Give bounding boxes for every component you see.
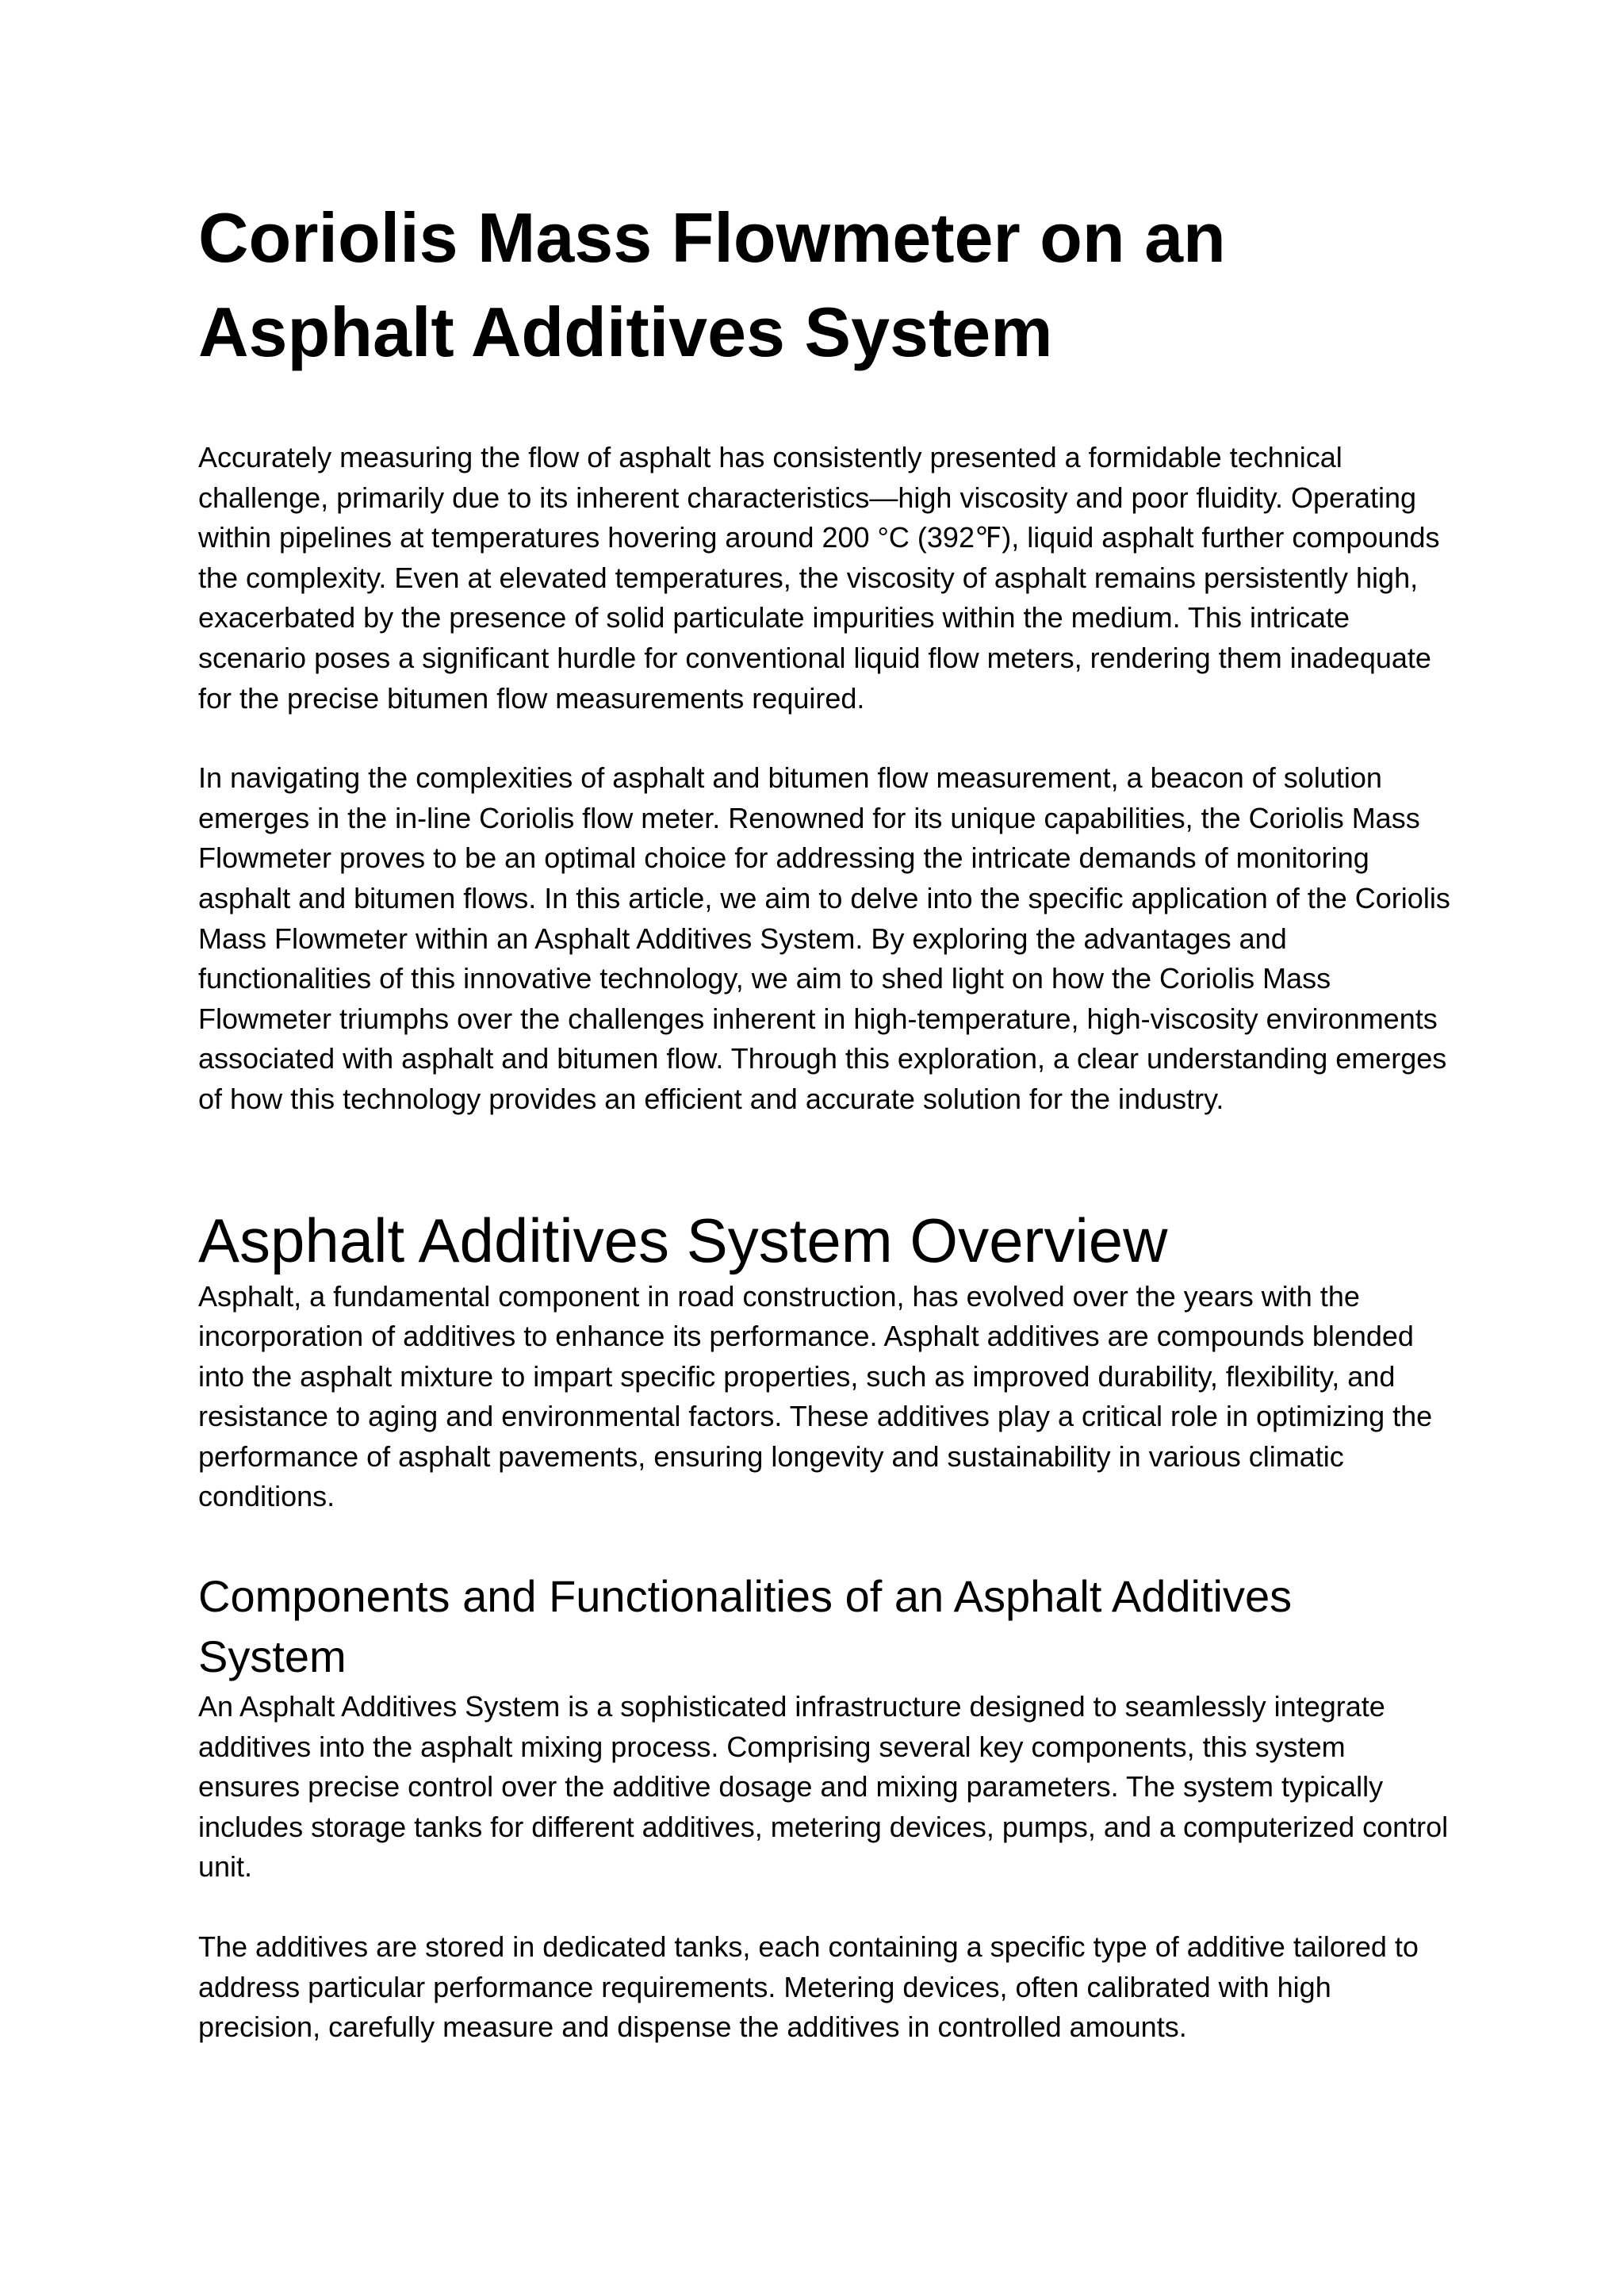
components-paragraph-2: The additives are stored in dedicated tanks, each containing a specific type of additive tailored to address particular performance requirements. Metering devices, often calibrated with high precision, carefully measure and dispense the additives in controlled amounts. bbox=[198, 1930, 1419, 2044]
spacer bbox=[198, 379, 1451, 438]
overview-paragraph: Asphalt, a fundamental component in road construction, has evolved over the years with the incorporation of additives to enhance its performance. Asphalt additives are compounds blended into the asphalt mixture to impart specific properties, such as improved durability, flexibility, and resistance to aging and environmental factors. These additives play a critical role in optimizing the performance of asphalt pavements, ensuring longevity and sustainability in various climatic conditions. bbox=[198, 1279, 1433, 1513]
spacer bbox=[198, 1888, 1451, 1927]
section-heading-overview: Asphalt Additives System Overview bbox=[198, 1205, 1168, 1275]
section-heading-components: Components and Functionalities of an Asphalt Additives System bbox=[198, 1571, 1293, 1682]
intro-paragraph-2: In navigating the complexities of asphalt and bitumen flow measurement, a beacon of solution emerges in the in-line Coriolis flow meter. Renowned for its unique capabilities, the Coriolis Mass Flowmeter proves to be an optimal choice for addressing the intricate demands of monitoring asphalt and bitumen flows. In this article, we aim to delve into the specific application of the Coriolis Mass Flowmeter within an Asphalt Additives System. By exploring the advantages and functionalities of this innovative technology, we aim to shed light on how the Coriolis Mass Flowmeter triumphs over the challenges inherent in high-temperature, high-viscosity environments associated with asphalt and bitumen flow. Through this exploration, a clear understanding emerges of how this technology provides an efficient and accurate solution for the industry. bbox=[198, 761, 1450, 1115]
spacer bbox=[198, 719, 1451, 758]
document-title: Coriolis Mass Flowmeter on an Asphalt Additives System bbox=[198, 198, 1226, 371]
spacer bbox=[198, 1517, 1451, 1566]
document-page bbox=[198, 190, 1451, 2048]
intro-paragraph-1: Accurately measuring the flow of asphalt has consistently presented a formidable technical challenge, primarily due to its inherent characteristics—high viscosity and poor fluidity. Operating within pipelines at temperatures hovering around 200 °C (392℉), liquid asphalt further compounds the complexity. Even at elevated temperatures, the viscosity of asphalt remains persistently high, exacerbated by the presence of solid particulate impurities within the medium. This intricate scenario poses a significant hurdle for conventional liquid flow meters, rendering them inadequate for the precise bitumen flow measurements required. bbox=[198, 441, 1440, 715]
spacer bbox=[198, 1120, 1451, 1204]
components-paragraph-1: An Asphalt Additives System is a sophisticated infrastructure designed to seamlessly integrate additives into the asphalt mixing process. Comprising several key components, this system ensures precise control over the additive dosage and mixing parameters. The system typically includes storage tanks for different additives, metering devices, pumps, and a computerized control unit. bbox=[198, 1690, 1449, 1884]
